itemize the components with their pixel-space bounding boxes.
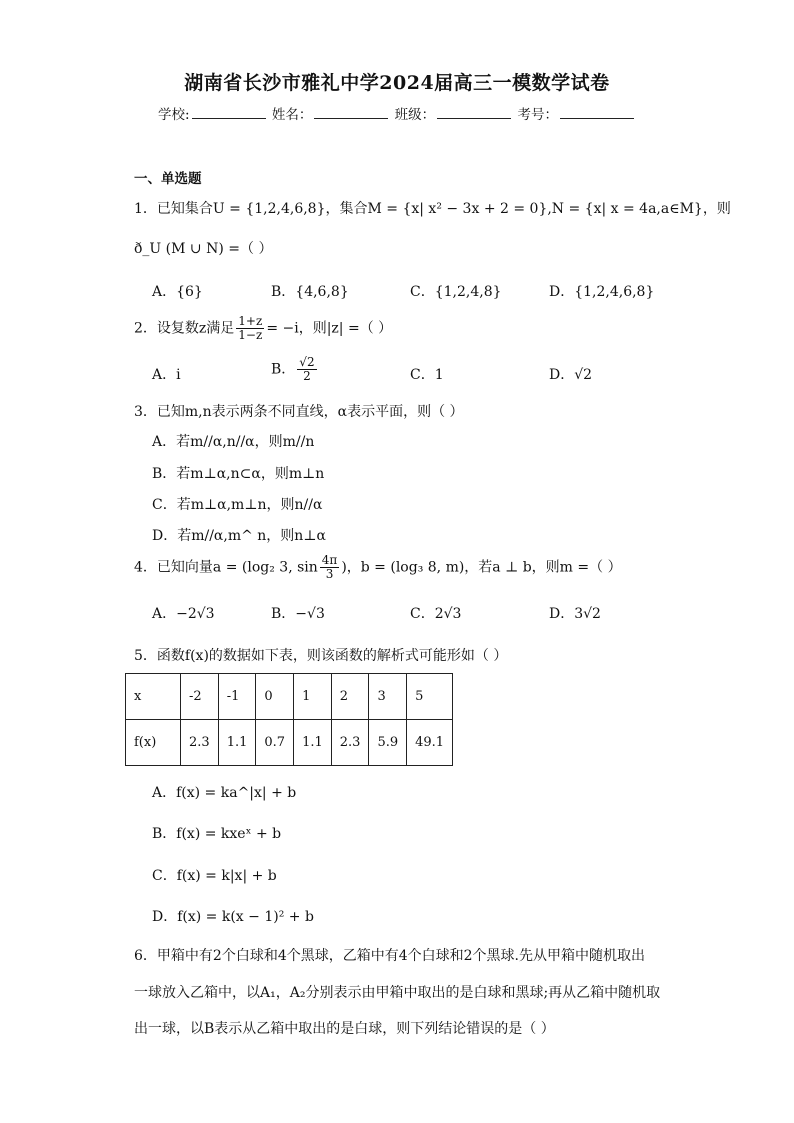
q2-option-b — [271, 356, 319, 383]
table-cell: 1.1 — [294, 720, 332, 766]
table-cell: 1 — [294, 674, 332, 720]
q1-stem-line2: ð_U (M ∪ N) =（ ） — [134, 241, 273, 257]
q1-option-b: B．{4,6,8} — [271, 284, 349, 300]
q1-option-d: D．{1,2,4,6,8} — [549, 284, 655, 300]
table-cell: 0 — [256, 674, 294, 720]
student-info-line — [0, 103, 794, 123]
table-cell: -2 — [181, 674, 219, 720]
q4-suffix: )，b = (log₃ 8, m)，若a ⊥ b，则m =（ ） — [341, 559, 622, 576]
q2-option-b-label: B． — [271, 361, 296, 378]
exam-no-blank — [560, 105, 634, 119]
q4-option-a: A．−2√3 — [152, 606, 215, 622]
q1-stem-line1: 1．已知集合U = {1,2,4,6,8}，集合M = {x| x² − 3x + 2 = 0},N = {x| x = 4a,a∈M}，则 — [134, 201, 731, 217]
q4-sin-den: 3 — [325, 567, 334, 581]
table-cell: 2 — [331, 674, 369, 720]
q4-sin-frac — [320, 554, 340, 581]
q2-option-b-frac — [297, 356, 316, 383]
q2-optb-num: √2 — [299, 355, 315, 369]
table-cell: 2.3 — [181, 720, 219, 766]
name-label: 姓名： — [271, 107, 313, 123]
q4-option-b: B．−√3 — [271, 606, 325, 622]
school-blank — [192, 105, 266, 119]
exam-no-label: 考号： — [517, 107, 558, 123]
q2-frac-den: 1−z — [238, 328, 263, 342]
q4-stem — [134, 554, 622, 581]
q5-option-a: A．f(x) = ka^|x| + b — [152, 785, 297, 801]
table-cell: x — [126, 674, 181, 720]
table-cell: 3 — [369, 674, 407, 720]
function-value-table — [125, 673, 453, 766]
q2-stem — [134, 315, 392, 342]
q3-option-a: A．若m//α,n//α，则m//n — [152, 434, 315, 450]
q6-stem-line3: 出一球，以B表示从乙箱中取出的是白球，则下列结论错误的是（ ） — [134, 1021, 555, 1037]
q4-option-d: D．3√2 — [549, 606, 601, 622]
table-cell: 0.7 — [256, 720, 294, 766]
class-label: 班级： — [394, 107, 436, 123]
q4-vec-a: a = (log₂ 3, sin — [212, 559, 318, 576]
q2-fraction — [236, 315, 264, 342]
q5-option-d: D．f(x) = k(x − 1)² + b — [152, 909, 314, 925]
q5-option-b: B．f(x) = kxeˣ + b — [152, 826, 282, 842]
q6-stem-line2: 一球放入乙箱中，以A₁，A₂分别表示由甲箱中取出的是白球和黑球;再从乙箱中随机取 — [134, 985, 661, 1001]
q5-stem: 5．函数f(x)的数据如下表，则该函数的解析式可能形如（ ） — [134, 648, 508, 664]
page-title: 湖南省长沙市雅礼中学2024届高三一模数学试卷 — [184, 72, 610, 94]
table-row — [126, 674, 453, 720]
q5-option-c: C．f(x) = k|x| + b — [152, 868, 277, 884]
q2-prefix: 2．设复数z满足 — [134, 320, 235, 337]
name-blank — [314, 105, 388, 119]
table-cell: 5.9 — [369, 720, 407, 766]
table-cell: f(x) — [126, 720, 181, 766]
q1-option-a: A．{6} — [152, 284, 203, 300]
q3-option-c: C．若m⊥α,m⊥n，则n//α — [152, 497, 323, 513]
table-cell: 5 — [407, 674, 453, 720]
q2-option-c: C．1 — [410, 367, 444, 383]
school-label: 学校: — [158, 107, 190, 123]
q2-optb-den: 2 — [303, 369, 311, 383]
q3-stem: 3．已知m,n表示两条不同直线，α表示平面，则（ ） — [134, 404, 464, 420]
q4-sin-num: 4π — [321, 553, 338, 567]
q3-option-b: B．若m⊥α,n⊂α，则m⊥n — [152, 466, 325, 482]
q2-suffix: = −i，则|z| =（ ） — [266, 320, 393, 337]
table-cell: 49.1 — [407, 720, 453, 766]
class-blank — [437, 105, 511, 119]
section-heading: 一、单选题 — [134, 171, 202, 187]
q2-option-d: D．√2 — [549, 367, 593, 383]
q3-option-d: D．若m//α,m^ n，则n⊥α — [152, 528, 326, 544]
q4-option-c: C．2√3 — [410, 606, 462, 622]
q2-option-a: A．i — [152, 367, 181, 383]
table-cell: -1 — [218, 674, 256, 720]
q4-prefix: 4．已知向量 — [134, 559, 213, 576]
table-cell: 2.3 — [331, 720, 369, 766]
q2-frac-num: 1+z — [238, 314, 263, 328]
q1-option-c: C．{1,2,4,8} — [410, 284, 502, 300]
table-row — [126, 720, 453, 766]
table-cell: 1.1 — [218, 720, 256, 766]
q6-stem-line1: 6．甲箱中有2个白球和4个黑球，乙箱中有4个白球和2个黑球.先从甲箱中随机取出 — [134, 948, 645, 964]
